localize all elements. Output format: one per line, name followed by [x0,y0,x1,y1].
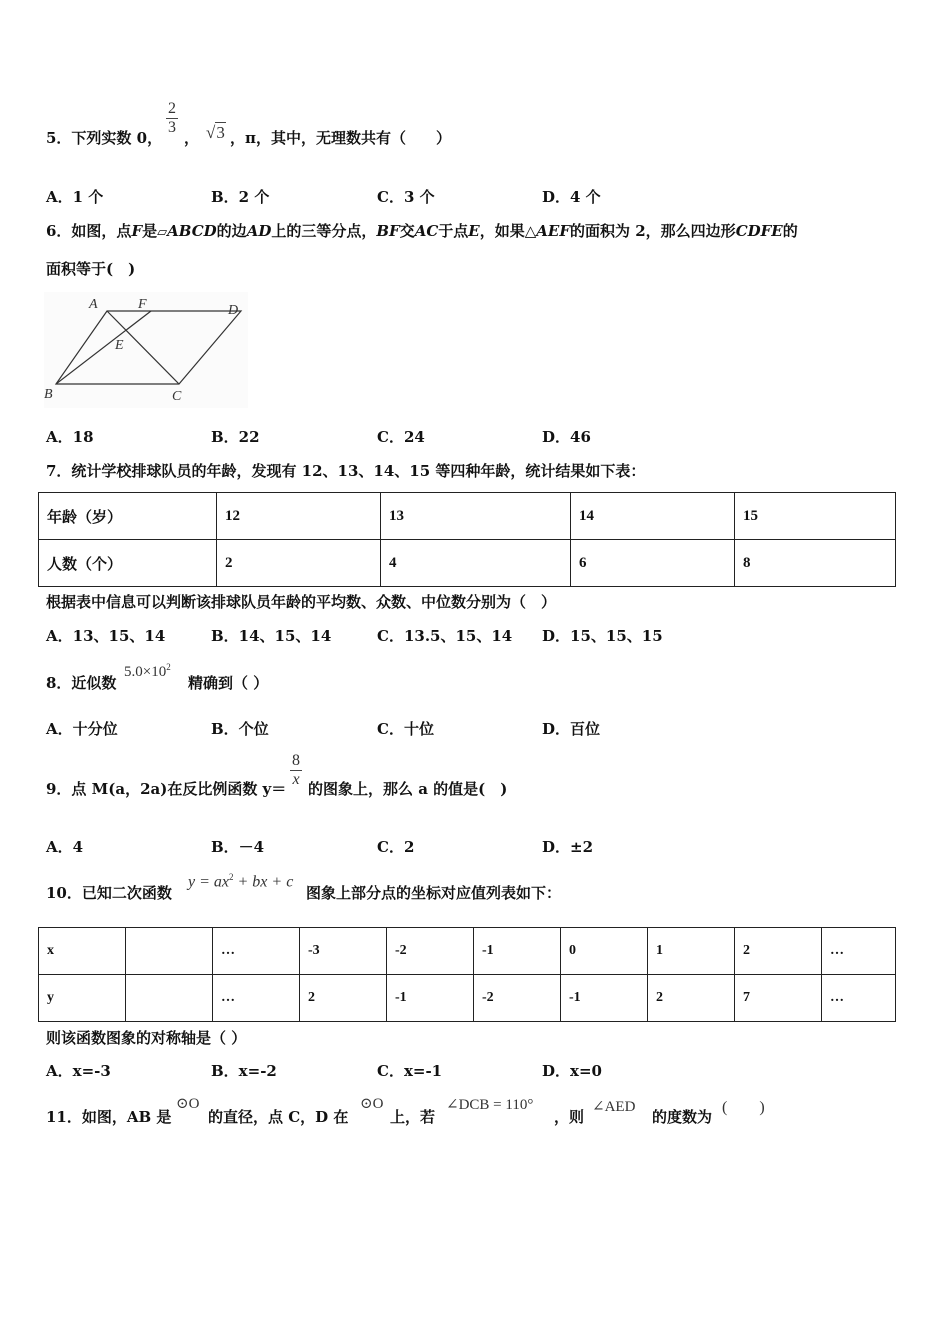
table-cell: … [822,928,896,975]
q10-math-b: + bx + c [233,873,294,891]
q6-text-h: 的面积为 2，那么四边形 [570,222,736,240]
q5-option-d[interactable]: D．4 个 [542,188,601,206]
q8-prefix: 8．近似数 [46,674,117,692]
q6-ac: AC [414,222,439,240]
q11-suffix: 的度数为 [652,1108,713,1126]
table-cell: 年龄（岁） [39,493,217,540]
table-cell: … [822,975,896,1022]
q11-prefix: 11．如图，AB 是 [46,1108,172,1126]
table-row [39,540,896,587]
q10-option-b[interactable]: B．x=-2 [211,1062,277,1080]
table-cell: … [213,928,300,975]
table-cell: -3 [300,928,387,975]
table-cell: 12 [217,493,381,540]
q10-math-a: y = ax [188,873,229,891]
q7-option-d[interactable]: D．15、15、15 [542,627,663,645]
table-cell: 7 [735,975,822,1022]
q9-option-b[interactable]: B．－4 [211,838,265,856]
table-cell: 8 [735,540,896,587]
q6-aef: AEF [536,222,571,240]
table-row [39,975,896,1022]
table-cell: 14 [571,493,735,540]
q7-option-b[interactable]: B．14、15、14 [211,627,332,645]
q6-text-g: ，如果△ [479,222,537,240]
q10-math-exp: 2 [229,872,234,882]
table-cell: y [39,975,126,1022]
q5-option-c[interactable]: C．3 个 [377,188,435,206]
q10-value-table [38,927,896,1022]
question-7: 7．统计学校排球队员的年龄，发现有 12、13、14、15 等四种年龄，统计结果如下表： [46,462,646,480]
q10-prefix: 10．已知二次函数 [46,884,172,902]
q6-text-i: 的 [782,222,798,240]
q9-frac-num: 8 [292,752,300,769]
table-cell: 人数（个） [39,540,217,587]
q11-angle-aed: ∠AED [592,1099,636,1115]
table-cell: 1 [648,928,735,975]
figure-label-a: A [89,297,98,312]
table-cell: … [213,975,300,1022]
q7-question-text: 根据表中信息可以判断该排球队员年龄的平均数、众数、中位数分别为（ ） [46,593,557,611]
q10-question-text: 则该函数图象的对称轴是（ ） [46,1029,247,1047]
q9-prefix: 9．点 M(a，2a)在反比例函数 y＝ [46,780,287,798]
q6-bf: BF [376,222,400,240]
q9-option-c[interactable]: C．2 [377,838,415,856]
q8-option-b[interactable]: B．个位 [211,720,269,738]
q6-point-e: E [468,222,480,240]
table-cell: -2 [474,975,561,1022]
table-cell: 2 [735,928,822,975]
q11-mid2: 上，若 [390,1108,436,1126]
table-cell [126,975,213,1022]
q11-answer-paren: ( ) [722,1099,765,1116]
q6-option-a[interactable]: A．18 [46,428,94,446]
q5-fraction [166,100,178,137]
table-cell: 4 [381,540,571,587]
figure-label-e: E [115,338,124,353]
q9-option-d[interactable]: D．±2 [542,838,594,856]
q5-sqrt [206,123,226,143]
table-cell: 6 [571,540,735,587]
q10-option-a[interactable]: A．x=-3 [46,1062,111,1080]
q11-mid1: 的直径，点 C，D 在 [208,1108,349,1126]
table-cell [126,928,213,975]
table-row [39,493,896,540]
q6-text-d: 上的三等分点， [271,222,377,240]
q8-math-base: 5.0×10 [124,664,167,680]
figure-label-b: B [44,387,53,402]
q6-abcd: ABCD [167,222,217,240]
parallelogram-icon: ▱ [157,225,168,240]
q5-sqrt-val: 3 [216,123,225,142]
question-6-line2: 面积等于( ) [46,260,136,278]
q6-option-b[interactable]: B．22 [211,428,260,446]
q6-text-a: 6．如图，点 [46,222,132,240]
table-cell: -1 [387,975,474,1022]
q10-suffix: 图象上部分点的坐标对应值列表如下： [306,884,562,902]
q11-mid3: ，则 [554,1108,585,1126]
q5-option-b[interactable]: B．2 个 [211,188,270,206]
q5-frac-den: 3 [168,119,176,136]
table-cell: -2 [387,928,474,975]
q6-text-e: 交 [399,222,415,240]
q8-option-a[interactable]: A．十分位 [46,720,118,738]
q7-age-table [38,492,896,587]
q9-suffix: 的图象上，那么 a 的值是( ) [308,780,508,798]
table-cell: 15 [735,493,896,540]
q11-circle-o-2: ⊙O [360,1096,384,1112]
table-cell: x [39,928,126,975]
q11-angle-dcb: ∠DCB = 110° [446,1097,534,1113]
q5-frac-num: 2 [168,100,176,117]
q9-option-a[interactable]: A．4 [46,838,84,856]
q6-text-c: 的边 [216,222,247,240]
q5-suffix: ，π，其中，无理数共有（ ） [230,129,451,147]
sqrt-symbol: √ [206,123,216,142]
q8-math-exp: 2 [166,662,171,672]
q11-circle-o-1: ⊙O [176,1096,200,1112]
q8-option-c[interactable]: C．十位 [377,720,434,738]
q6-text-f: 于点 [438,222,469,240]
q6-point-f: F [131,222,143,240]
q7-option-c[interactable]: C．13.5、15、14 [377,627,513,645]
figure-label-d: D [228,303,239,318]
q10-math [188,872,293,891]
question-6-line1 [46,220,798,241]
q6-option-d[interactable]: D．46 [542,428,591,446]
q5-option-a[interactable]: A．1 个 [46,188,104,206]
q5-prefix: 5．下列实数 0， [46,129,163,147]
q6-ad: AD [246,222,272,240]
table-cell: 2 [648,975,735,1022]
q6-parallelogram-figure [44,292,248,408]
q6-text-b: 是 [142,222,158,240]
table-row [39,928,896,975]
table-cell: -1 [474,928,561,975]
figure-label-f: F [138,297,147,312]
q9-frac-den: x [292,771,300,788]
q9-fraction [290,752,302,789]
q10-option-d[interactable]: D．x=0 [542,1062,602,1080]
table-cell: 2 [300,975,387,1022]
q5-sep1: ， [184,129,200,147]
q8-math [124,662,171,681]
figure-label-c: C [172,389,182,404]
q10-option-c[interactable]: C．x=-1 [377,1062,443,1080]
q8-option-d[interactable]: D．百位 [542,720,601,738]
q8-suffix: 精确到（ ） [188,674,269,692]
table-cell: -1 [561,975,648,1022]
table-cell: 2 [217,540,381,587]
q6-cdfe: CDFE [735,222,783,240]
table-cell: 13 [381,493,571,540]
table-cell: 0 [561,928,648,975]
q6-option-c[interactable]: C．24 [377,428,425,446]
q7-option-a[interactable]: A．13、15、14 [46,627,166,645]
